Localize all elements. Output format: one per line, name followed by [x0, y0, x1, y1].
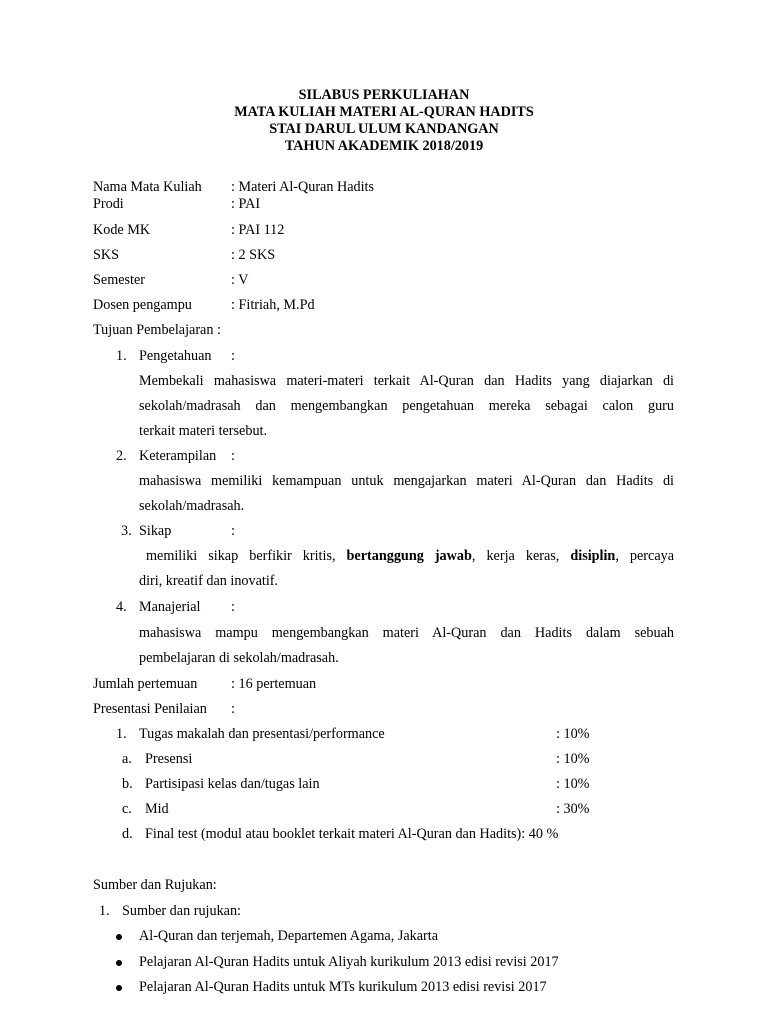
- tujuan-2-line1: mahasiswa memiliki kemampuan untuk mengajarkan materi Al-Quran dan Hadits di: [139, 473, 674, 489]
- bullet-icon: [116, 960, 122, 966]
- tujuan-2-colon: :: [231, 448, 235, 464]
- tujuan-2-number: 2.: [116, 448, 127, 464]
- tujuan-2-line2: sekolah/madrasah.: [139, 498, 245, 514]
- tujuan-4-line1: mahasiswa mampu mengembangkan materi Al-Quran dan Hadits dalam sebuah: [139, 625, 674, 641]
- tujuan-4-line2: pembelajaran di sekolah/madrasah.: [139, 650, 339, 666]
- tujuan-1-line3: terkait materi tersebut.: [139, 423, 268, 439]
- tujuan-3-label: Sikap: [139, 523, 172, 539]
- doc-title-line4: TAHUN AKADEMIK 2018/2019: [284, 138, 484, 154]
- tujuan-3-line1: [146, 549, 674, 563]
- tujuan-label: Tujuan Pembelajaran :: [93, 322, 221, 338]
- penilaian-item-marker: 1.: [116, 726, 127, 742]
- penilaian-item-marker: c.: [122, 801, 132, 817]
- penilaian-item-value: : 10%: [556, 776, 590, 792]
- jumlah-value: : 16 pertemuan: [231, 676, 317, 692]
- tujuan-1-line1: Membekali mahasiswa materi-materi terkait Al-Quran dan Hadits yang diajarkan di: [139, 373, 674, 389]
- tujuan-3-colon: :: [231, 523, 235, 539]
- sumber-sub-label: Sumber dan rujukan:: [122, 903, 241, 919]
- penilaian-item-text: Presensi: [145, 751, 193, 767]
- jumlah-label: Jumlah pertemuan: [93, 676, 198, 692]
- tujuan-3-line1-a: memiliki sikap berfikir kritis,: [146, 548, 336, 564]
- tujuan-3-line1-e: , percaya: [615, 548, 675, 564]
- tujuan-3-line1-c: , kerja keras,: [471, 548, 560, 564]
- tujuan-1-line2: sekolah/madrasah dan mengembangkan pengetahuan mereka sebagai calon guru: [139, 398, 674, 414]
- penilaian-item-marker: a.: [122, 751, 132, 767]
- penilaian-colon: :: [231, 701, 235, 717]
- tujuan-1-colon: :: [231, 348, 235, 364]
- tujuan-2-label: Keterampilan: [139, 448, 217, 464]
- tujuan-3-line1-d: disiplin: [570, 548, 616, 564]
- penilaian-item-text: Mid: [145, 801, 169, 817]
- doc-title-line2: MATA KULIAH MATERI AL-QURAN HADITS: [234, 104, 534, 120]
- tujuan-4-number: 4.: [116, 599, 127, 615]
- sumber-bullet-item: Pelajaran Al-Quran Hadits untuk MTs kurikulum 2013 edisi revisi 2017: [139, 979, 547, 995]
- tujuan-4-colon: :: [231, 599, 235, 615]
- tujuan-1-label: Pengetahuan: [139, 348, 212, 364]
- nama-label: Nama Mata Kuliah: [93, 179, 202, 195]
- nama-value: : Materi Al-Quran Hadits: [231, 179, 375, 195]
- sks-value: : 2 SKS: [231, 247, 276, 263]
- sumber-bullet-item: Al-Quran dan terjemah, Departemen Agama, Jakarta: [139, 928, 438, 944]
- doc-title-line3: STAI DARUL ULUM KANDANGAN: [269, 121, 499, 137]
- kode-value: : PAI 112: [231, 222, 285, 238]
- semester-label: Semester: [93, 272, 146, 288]
- penilaian-item-text: Partisipasi kelas dan/tugas lain: [145, 776, 320, 792]
- kode-label: Kode MK: [93, 222, 151, 238]
- prodi-value: : PAI: [231, 196, 261, 212]
- tujuan-3-line1-b: bertanggung jawab: [346, 548, 472, 564]
- bullet-icon: [116, 934, 122, 940]
- tujuan-3-line2: diri, kreatif dan inovatif.: [139, 573, 279, 589]
- penilaian-label: Presentasi Penilaian: [93, 701, 207, 717]
- penilaian-item-marker: d.: [122, 826, 133, 842]
- penilaian-item-text: Final test (modul atau booklet terkait materi Al-Quran dan Hadits): 40 %: [145, 826, 559, 842]
- bullet-icon: [116, 985, 122, 991]
- doc-title-line1: SILABUS PERKULIAHAN: [298, 87, 470, 103]
- penilaian-item-value: : 10%: [556, 751, 590, 767]
- dosen-label: Dosen pengampu: [93, 297, 192, 313]
- sks-label: SKS: [93, 247, 120, 263]
- penilaian-item-value: : 10%: [556, 726, 590, 742]
- penilaian-item-marker: b.: [122, 776, 133, 792]
- semester-value: : V: [231, 272, 249, 288]
- tujuan-3-number: 3.: [121, 523, 132, 539]
- sumber-sub-number: 1.: [99, 903, 110, 919]
- sumber-heading: Sumber dan Rujukan:: [93, 877, 217, 893]
- tujuan-1-number: 1.: [116, 348, 127, 364]
- penilaian-item-value: : 30%: [556, 801, 590, 817]
- prodi-label: Prodi: [93, 196, 124, 212]
- tujuan-4-label: Manajerial: [139, 599, 201, 615]
- sumber-bullet-item: Pelajaran Al-Quran Hadits untuk Aliyah kurikulum 2013 edisi revisi 2017: [139, 954, 559, 970]
- penilaian-item-text: Tugas makalah dan presentasi/performance: [139, 726, 385, 742]
- dosen-value: : Fitriah, M.Pd: [231, 297, 315, 313]
